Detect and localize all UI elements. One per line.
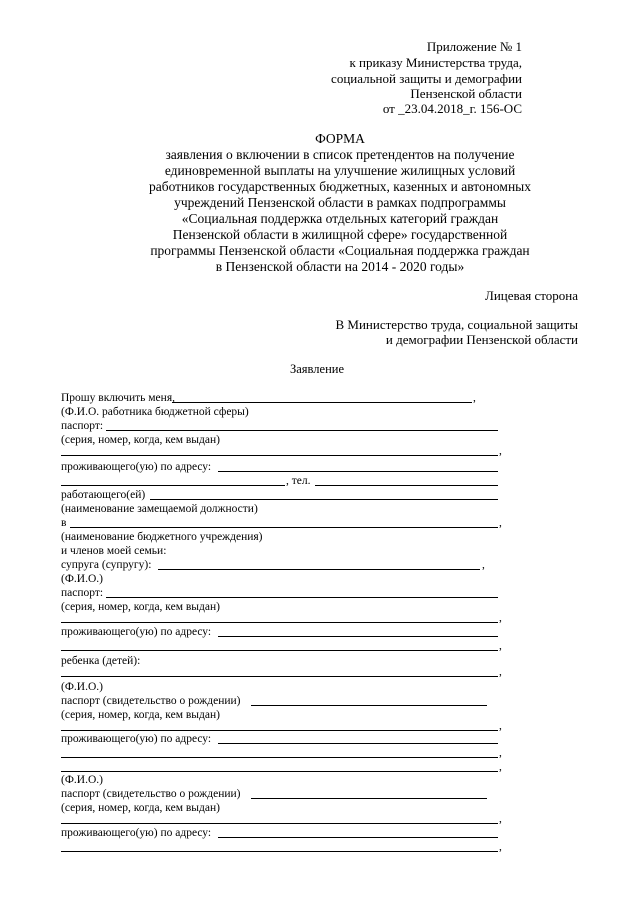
- child-label: ребенка (детей):: [61, 655, 141, 667]
- address-field-continued[interactable]: [61, 485, 285, 486]
- title-line: «Социальная поддержка отдельных категорий граждан: [181, 211, 499, 226]
- spouse-address-field[interactable]: [218, 636, 498, 637]
- child1-passport-continued[interactable]: [61, 730, 498, 731]
- comma: ,: [499, 612, 502, 624]
- spouse-passport-field[interactable]: [106, 597, 498, 598]
- addressee-line-1: В Министерство труда, социальной защиты: [335, 317, 578, 332]
- comma: ,: [499, 761, 502, 773]
- phone-field[interactable]: [315, 485, 498, 486]
- include-me-label: Прошу включить меня,: [61, 392, 175, 404]
- birth-passport-label: паспорт (свидетельство о рождении): [61, 695, 241, 707]
- birth-passport-label: паспорт (свидетельство о рождении): [61, 788, 241, 800]
- tel-label: , тел.: [286, 475, 311, 487]
- family-label: и членов моей семьи:: [61, 545, 167, 557]
- child1-address-field[interactable]: [218, 743, 498, 744]
- spouse-passport-continued[interactable]: [61, 622, 498, 623]
- fio-hint: (Ф.И.О.): [61, 573, 103, 585]
- child-field[interactable]: [61, 676, 498, 677]
- in-label: в: [61, 517, 67, 529]
- child1-address-continued[interactable]: [61, 757, 498, 758]
- address-field[interactable]: [218, 471, 498, 472]
- title-line: в Пензенской области на 2014 - 2020 годы»: [215, 259, 465, 274]
- appendix-line-5: от _23.04.2018_г. 156-ОС: [382, 101, 522, 116]
- form-heading: ФОРМА: [315, 131, 365, 146]
- title-line: единовременной выплаты на улучшение жилищных условий: [164, 163, 516, 178]
- fio-hint: (Ф.И.О.): [61, 774, 103, 786]
- comma: ,: [499, 640, 502, 652]
- title-line: заявления о включении в список претендентов на получение: [165, 147, 515, 162]
- passport-field[interactable]: [106, 430, 498, 431]
- passport-hint: (серия, номер, когда, кем выдан): [61, 601, 220, 613]
- spouse-label: супруга (супругу):: [61, 559, 152, 571]
- child1-passport-field[interactable]: [251, 705, 487, 706]
- passport-hint: (серия, номер, когда, кем выдан): [61, 709, 220, 721]
- child2-passport-field[interactable]: [251, 798, 487, 799]
- comma: ,: [499, 747, 502, 759]
- side-label: Лицевая сторона: [485, 288, 578, 303]
- title-line: Пензенской области в жилищной сфере» государственной: [172, 227, 508, 242]
- address-label: проживающего(ую) по адресу:: [61, 827, 212, 839]
- position-hint: (наименование замещаемой должности): [61, 503, 258, 515]
- title-line: работников государственных бюджетных, казенных и автономных: [148, 179, 532, 194]
- passport-hint: (серия, номер, когда, кем выдан): [61, 802, 220, 814]
- spouse-address-continued[interactable]: [61, 650, 498, 651]
- comma: ,: [499, 517, 502, 529]
- appendix-line-4: Пензенской области: [410, 86, 522, 101]
- appendix-line-1: Приложение № 1: [426, 39, 522, 54]
- addressee-line-2: и демографии Пензенской области: [385, 332, 578, 347]
- passport-hint: (серия, номер, когда, кем выдан): [61, 434, 220, 446]
- appendix-line-3: социальной защиты и демографии: [331, 71, 522, 86]
- comma: ,: [499, 813, 502, 825]
- address-label: проживающего(ую) по адресу:: [61, 461, 212, 473]
- address-label: проживающего(ую) по адресу:: [61, 733, 212, 745]
- institution-hint: (наименование бюджетного учреждения): [61, 531, 263, 543]
- spouse-field[interactable]: [158, 569, 480, 570]
- comma: ,: [473, 392, 476, 404]
- passport-label: паспорт:: [61, 420, 104, 432]
- working-label: работающего(ей): [61, 489, 146, 501]
- child2-passport-continued[interactable]: [61, 823, 498, 824]
- comma: ,: [499, 445, 502, 457]
- institution-field[interactable]: [70, 527, 498, 528]
- statement-title: Заявление: [290, 362, 345, 376]
- comma: ,: [499, 666, 502, 678]
- child1-address-continued-2[interactable]: [61, 771, 498, 772]
- title-line: программы Пензенской области «Социальная поддержка граждан: [150, 243, 530, 258]
- fio-hint: (Ф.И.О.): [61, 681, 103, 693]
- position-field[interactable]: [150, 499, 498, 500]
- passport-label: паспорт:: [61, 587, 104, 599]
- address-label: проживающего(ую) по адресу:: [61, 626, 212, 638]
- comma: ,: [499, 841, 502, 853]
- title-line: учреждений Пензенской области в рамках подпрограммы: [174, 195, 506, 210]
- appendix-line-2: к приказу Министерства труда,: [349, 55, 522, 70]
- fio-worker-hint: (Ф.И.О. работника бюджетной сферы): [61, 406, 249, 418]
- name-field[interactable]: [172, 402, 472, 403]
- child2-address-field[interactable]: [218, 837, 498, 838]
- child2-address-continued[interactable]: [61, 851, 498, 852]
- comma: ,: [482, 559, 485, 571]
- passport-field-continued[interactable]: [61, 455, 498, 456]
- comma: ,: [499, 720, 502, 732]
